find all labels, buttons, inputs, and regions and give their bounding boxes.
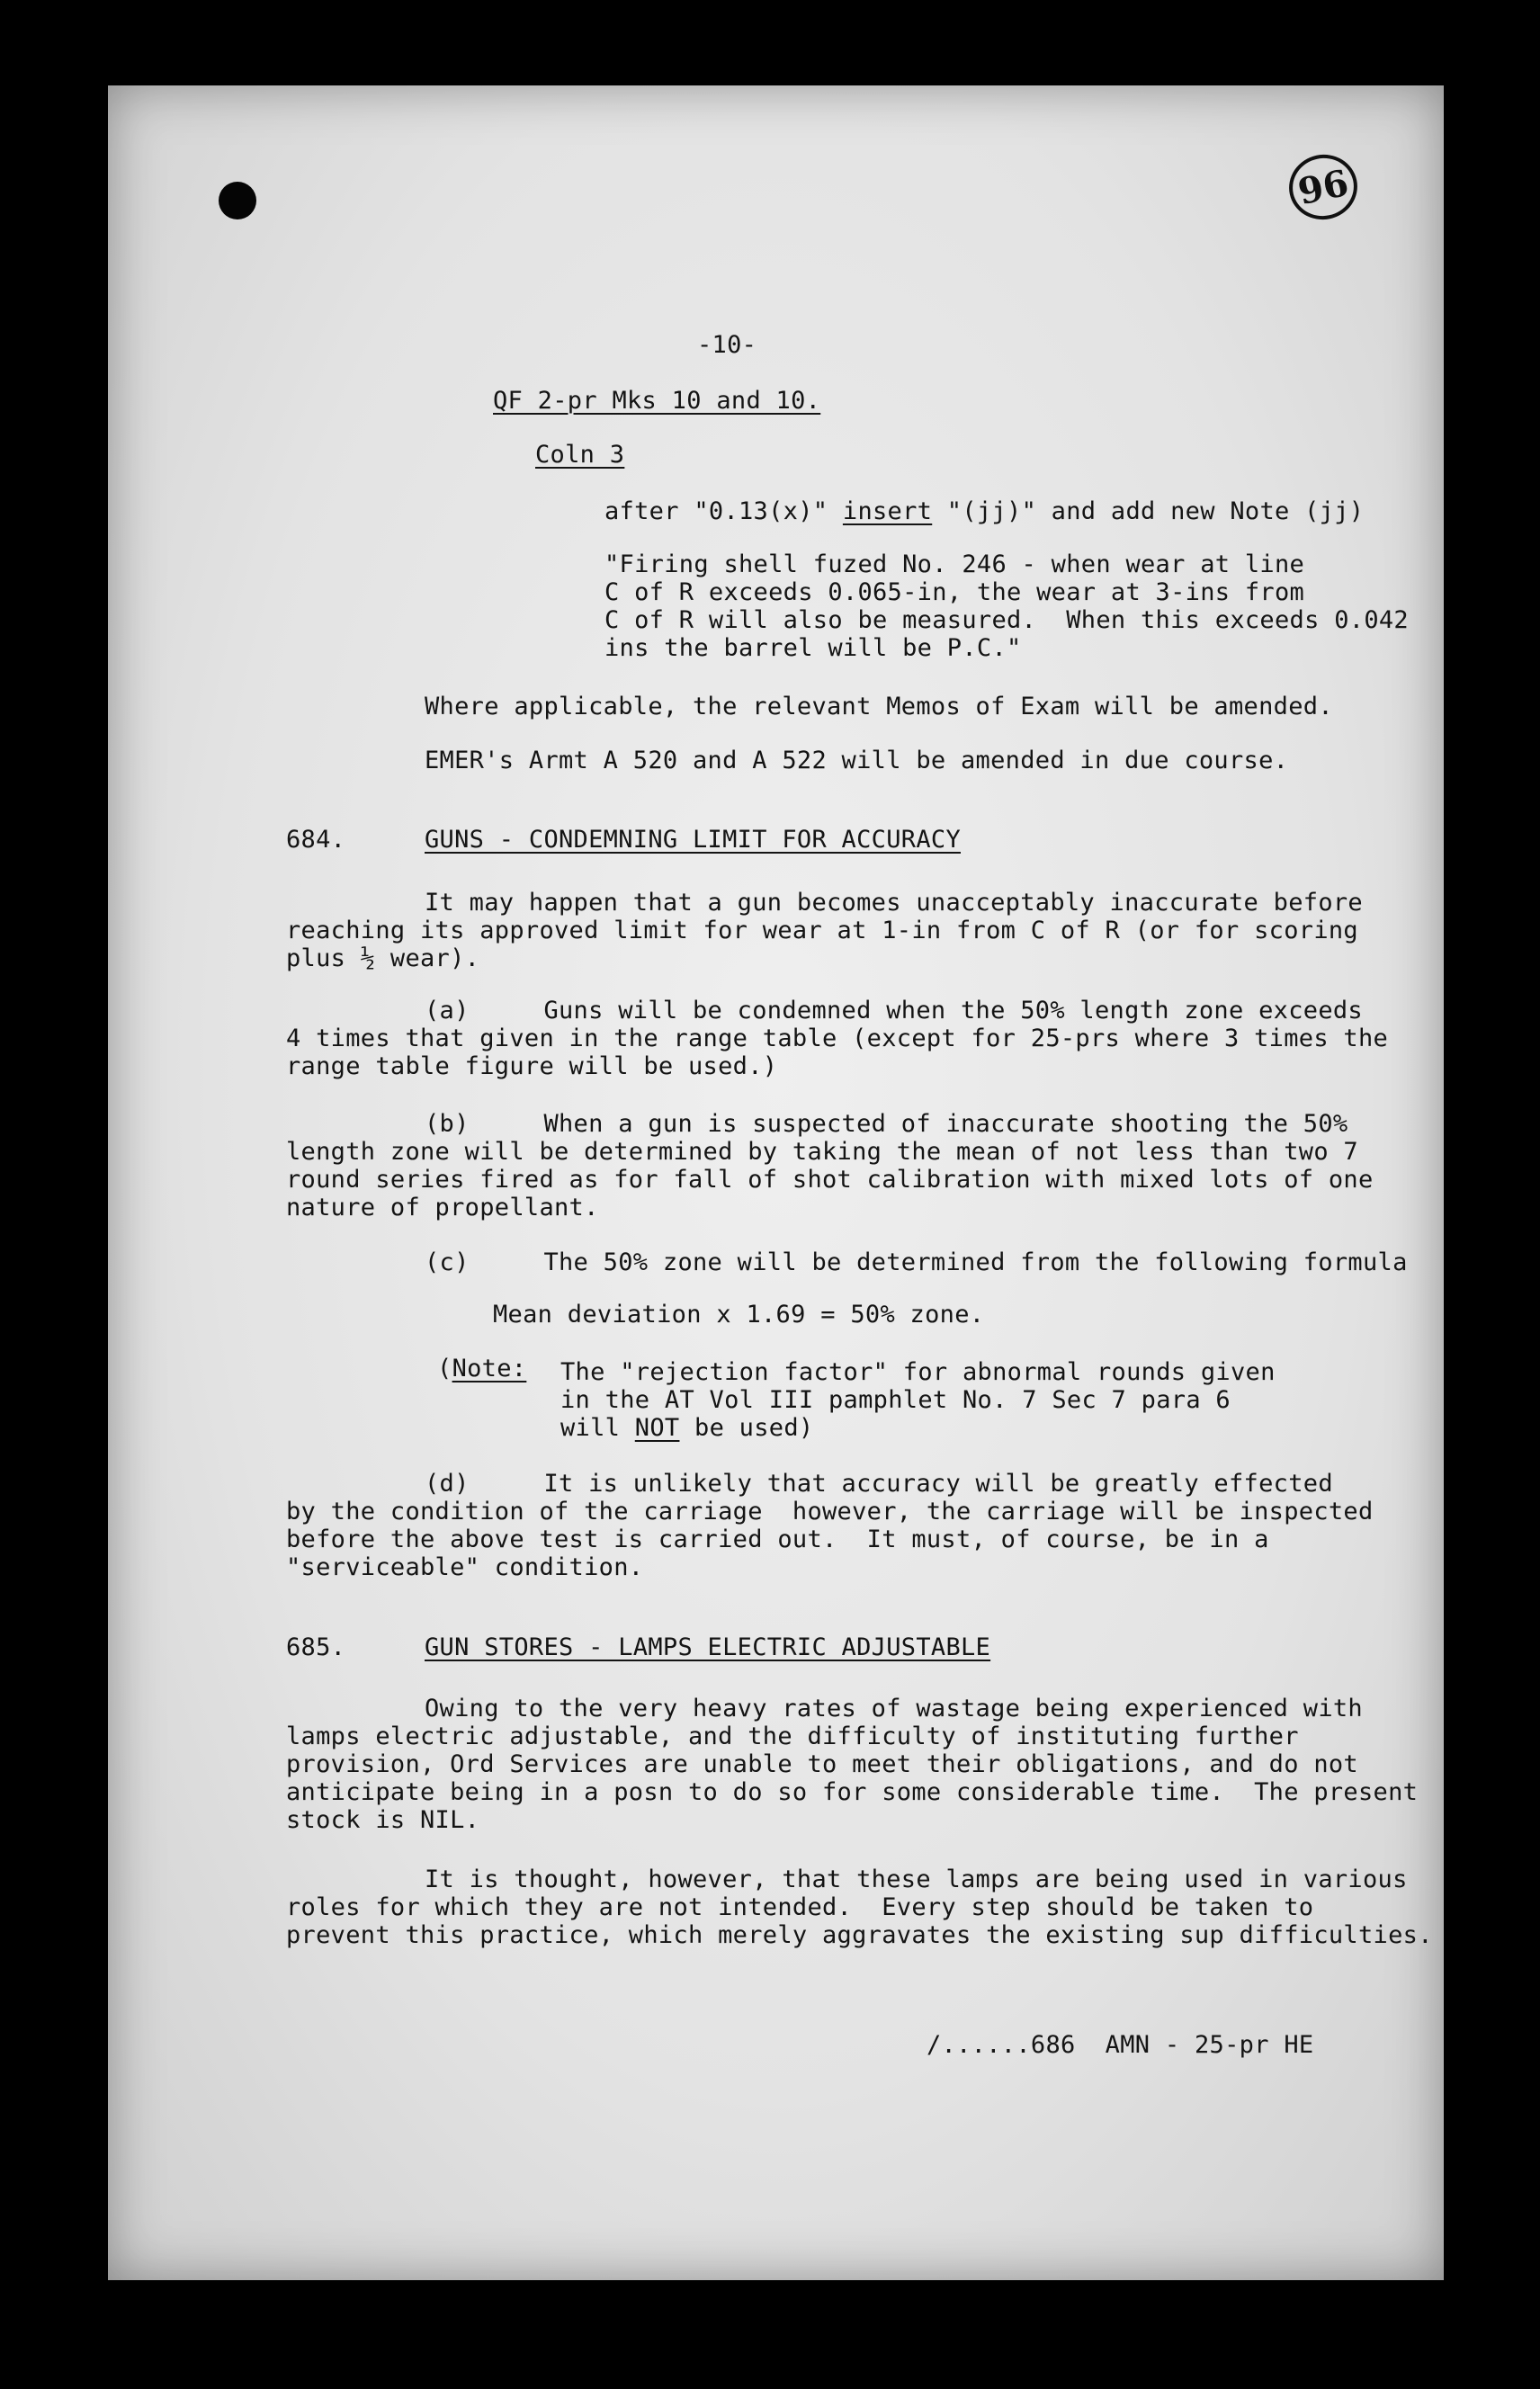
note-paren: ( (437, 1355, 452, 1382)
amendment-text-2: "(jj)" and add new Note (jj) (932, 497, 1365, 525)
p685-line: lamps electric adjustable, and the difficulty of instituting further (286, 1722, 1299, 1750)
note-line: "Firing shell fuzed No. 246 - when wear at line (604, 550, 1305, 578)
para-b-line: nature of propellant. (286, 1194, 599, 1221)
section-685-title: GUN STORES - LAMPS ELECTRIC ADJUSTABLE (425, 1633, 991, 1661)
para-b-line: round series fired as for fall of shot calibration with mixed lots of one (286, 1166, 1374, 1194)
p685-line: anticipate being in a posn to do so for some considerable time. The present (286, 1778, 1419, 1806)
note-line: ins the barrel will be P.C." (604, 634, 1022, 662)
continuation-footer: /......686 AMN - 25-pr HE (927, 2031, 1314, 2059)
heading-gun: QF 2-pr Mks 10 and 10. (493, 387, 821, 415)
note-block-label (437, 1356, 526, 1381)
p685-2-line: It is thought, however, that these lamps are being used in various (425, 1866, 1408, 1893)
para-c-line: (c) The 50% zone will be determined from the following formula (425, 1248, 1408, 1276)
para-b-line: (b) When a gun is suspected of inaccurate shooting the 50% (425, 1110, 1348, 1138)
p684-line: reaching its approved limit for wear at 1-in from C of R (or for scoring (286, 917, 1358, 944)
para-d-line: "serviceable" condition. (286, 1553, 644, 1581)
para-d-line: by the condition of the carriage however, the carriage will be inspected (286, 1498, 1374, 1526)
where-applicable-line: Where applicable, the relevant Memos of Exam will be amended. (425, 693, 1333, 720)
note-block-line: in the AT Vol III pamphlet No. 7 Sec 7 para 6 (560, 1386, 1231, 1414)
note-label: Note: (452, 1355, 527, 1382)
note-text-b: be used) (679, 1414, 814, 1442)
para-a-line: 4 times that given in the range table (except for 25-prs where 3 times the (286, 1024, 1389, 1052)
p685-line: stock is NIL. (286, 1806, 480, 1834)
page-number: -10- (697, 331, 757, 359)
section-685-number: 685. (286, 1633, 346, 1661)
note-line: C of R will also be measured. When this exceeds 0.042 (604, 606, 1409, 634)
folio-stamp: 96 (1283, 148, 1363, 226)
section-684-title: GUNS - CONDEMNING LIMIT FOR ACCURACY (425, 826, 961, 854)
note-block-line: The "rejection factor" for abnormal rounds given (560, 1358, 1276, 1386)
punch-hole (219, 182, 256, 219)
para-d-line: (d) It is unlikely that accuracy will be greatly effected (425, 1470, 1333, 1498)
p685-line: Owing to the very heavy rates of wastage being experienced with (425, 1695, 1363, 1722)
p685-2-line: roles for which they are not intended. Every step should be taken to (286, 1893, 1314, 1921)
note-block-line (560, 1416, 813, 1440)
note-line: C of R exceeds 0.065-in, the wear at 3-ins from (604, 578, 1305, 606)
formula: Mean deviation x 1.69 = 50% zone. (493, 1301, 985, 1329)
amendment-text-1: after "0.13(x)" (604, 497, 843, 525)
p685-2-line: prevent this practice, which merely aggravates the existing sup difficulties. (286, 1921, 1433, 1949)
section-684-number: 684. (286, 826, 346, 854)
p685-line: provision, Ord Services are unable to meet their obligations, and do not (286, 1750, 1358, 1778)
para-a-line: (a) Guns will be condemned when the 50% length zone exceeds (425, 997, 1363, 1024)
para-b-line: length zone will be determined by taking the mean of not less than two 7 (286, 1138, 1358, 1166)
coln-heading: Coln 3 (535, 441, 625, 469)
emer-line: EMER's Armt A 520 and A 522 will be amended in due course. (425, 747, 1289, 774)
para-a-line: range table figure will be used.) (286, 1052, 778, 1080)
p684-line: It may happen that a gun becomes unacceptably inaccurate before (425, 889, 1363, 917)
not-word: NOT (634, 1414, 680, 1442)
note-text-a: will (560, 1414, 635, 1442)
insert-word: insert (842, 497, 933, 525)
para-d-line: before the above test is carried out. It must, of course, be in a (286, 1526, 1269, 1553)
p684-line: plus ½ wear). (286, 944, 480, 972)
amendment-line (604, 499, 1364, 523)
